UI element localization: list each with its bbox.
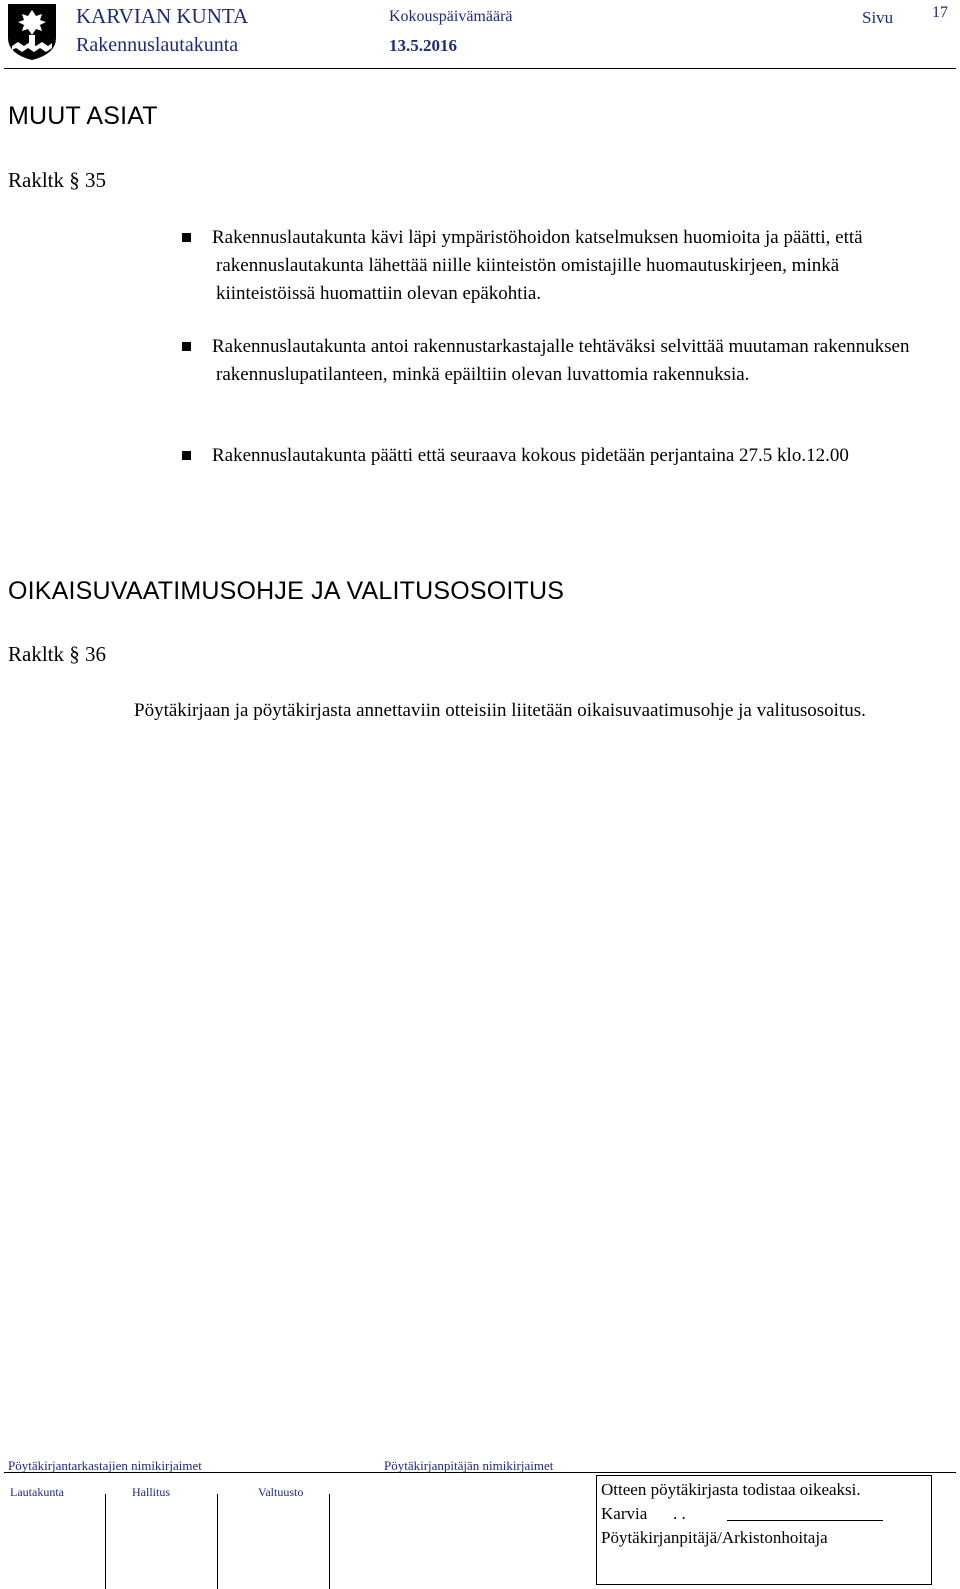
meeting-date-label: Kokouspäivämäärä xyxy=(389,8,513,25)
signature-line xyxy=(727,1520,883,1521)
body-paragraph: Pöytäkirjaan ja pöytäkirjasta annettaviin otteisiin liitetään oikaisuvaatimusohje ja valitusosoitus. xyxy=(134,700,866,721)
header-divider xyxy=(4,68,956,69)
list-item: Rakennuslautakunta päätti että seuraava kokous pidetään perjantaina 27.5 klo.12.00 xyxy=(212,445,849,466)
column-divider xyxy=(105,1494,106,1589)
board-name: Rakennuslautakunta xyxy=(76,34,239,56)
column-valtuusto: Valtuusto xyxy=(258,1485,304,1499)
organization-name: KARVIAN KUNTA xyxy=(76,4,249,28)
certificate-statement: Otteen pöytäkirjasta todistaa oikeaksi. xyxy=(601,1480,861,1499)
page-label: Sivu xyxy=(862,8,894,27)
bullet-icon xyxy=(182,451,191,460)
keeper-initials-label: Pöytäkirjanpitäjän nimikirjaimet xyxy=(384,1458,554,1473)
certificate-date: . . xyxy=(673,1504,686,1523)
page-number: 17 xyxy=(932,4,948,21)
column-lautakunta: Lautakunta xyxy=(10,1485,64,1499)
certificate-signer: Pöytäkirjanpitäjä/Arkistonhoitaja xyxy=(601,1528,828,1547)
section-heading: OIKAISUVAATIMUSOHJE JA VALITUSOSOITUS xyxy=(8,577,565,605)
list-item: Rakennuslautakunta antoi rakennustarkastajalle tehtäväksi selvittää muutaman rakennuksen rakennuslupatilanteen, minkä epäiltiin olevan luvattomia rakennuksia. xyxy=(212,336,910,385)
paragraph-reference: Rakltk § 36 xyxy=(8,642,106,666)
certificate-place: Karvia xyxy=(601,1504,648,1523)
meeting-date: 13.5.2016 xyxy=(389,36,457,55)
municipal-coat-of-arms-icon xyxy=(6,2,58,62)
bullet-icon xyxy=(182,342,191,351)
column-hallitus: Hallitus xyxy=(132,1485,170,1499)
column-divider xyxy=(217,1494,218,1589)
section-heading: MUUT ASIAT xyxy=(8,102,158,130)
bullet-icon xyxy=(182,233,191,242)
column-divider xyxy=(329,1494,330,1589)
certificate-box xyxy=(596,1475,932,1585)
list-item: Rakennuslautakunta kävi läpi ympäristöhoidon katselmuksen huomioita ja päätti, että rakennuslautakunta lähettää niille kiinteistön omistajille huomautuskirjeen, minkä kiinteistöissä huomattiin olevan epäkohtia. xyxy=(212,227,863,304)
checkers-initials-label: Pöytäkirjantarkastajien nimikirjaimet xyxy=(8,1458,202,1473)
paragraph-reference: Rakltk § 35 xyxy=(8,168,106,192)
